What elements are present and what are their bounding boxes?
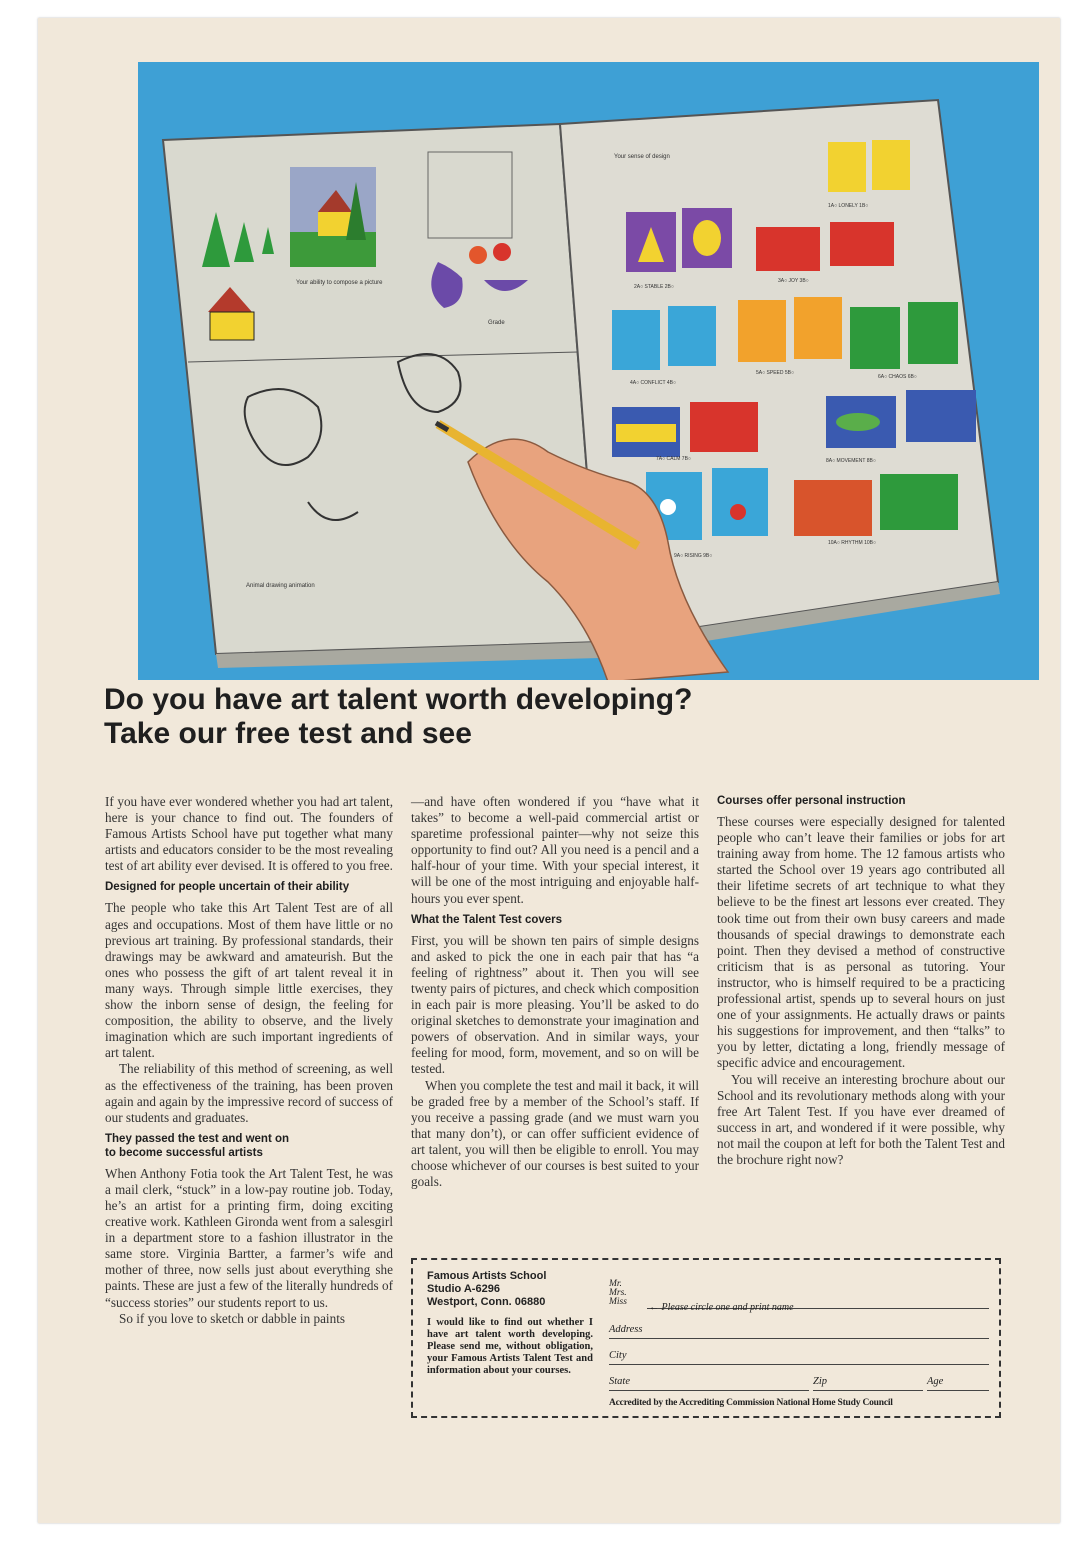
coupon-address-block [427,1270,593,1377]
state-field[interactable]: State [609,1376,809,1391]
chaos-label: 6A○ CHAOS 6B○ [878,374,917,380]
mail-in-coupon[interactable] [411,1258,1001,1418]
subhead-courses: Courses offer personal instruction [717,795,906,807]
subhead-test-covers: What the Talent Test covers [411,913,563,926]
joy-label: 3A○ JOY 3B○ [778,278,809,284]
column-2 [411,794,699,1190]
paragraph-reliability: The reliability of this method of screening, as well as the effectiveness of the training, has been proven again and again by the impressive record of success of our students and graduates. [105,1061,393,1125]
design-label: Your sense of design [614,154,670,160]
headline-line2: Take our free test and see [104,717,472,750]
movement-label: 8A○ MOVEMENT 8B○ [826,458,876,464]
age-field[interactable]: Age [927,1376,989,1391]
circle-note: ← Please circle one and print name [649,1302,794,1313]
calm-label: 7A○ CALM 7B○ [656,456,691,462]
grade-label: Grade [488,320,505,326]
headline-line1: Do you have art talent worth developing? [104,683,693,716]
stable-label: 2A○ STABLE 2B○ [634,284,674,290]
coupon-message: I would like to find out whether I have art talent worth developing. Please send me, without obligation, your Famous Artists Talent Test and information about your courses. [427,1317,593,1376]
compose-label: Your ability to compose a picture [296,280,383,286]
column-3 [717,794,1005,1168]
coupon-studio: Studio A-6296 [427,1283,500,1295]
intro-paragraph: If you have ever wondered whether you had art talent, here is your chance to find out. The founders of Famous Artists School have put together what many artists and educators consider to be the most revealing test of art ability ever devised. It is offered to you free. [105,794,393,874]
coupon-school-name: Famous Artists School [427,1270,547,1282]
paragraph-brochure: You will receive an interesting brochure about our School and its revolutionary methods along with your free Art Talent Test. If you have ever dreamed of success in art, and wondered if it were possible, why not mail the coupon at left for both the Talent Test and the brochure right now? [717,1071,1005,1167]
paragraph-test-content: First, you will be shown ten pairs of simple designs and asked to pick the one in each pair that has “a feeling of rightness” about it. Then you will see twenty pairs of pictures, and check which composition in each pair is more pleasing. You’ll be asked to do original sketches to demonstrate your imagination and powers of observation. And in similar ways, your feeling for mood, form, movement, and so on will be tested. [411,932,699,1077]
paragraph-sketch: So if you love to sketch or dabble in paints [119,1310,345,1326]
headline [104,683,864,751]
subhead-successful: They passed the test and went on to become successful artists [105,1132,290,1159]
open-workbook-drawing [138,62,1039,680]
paragraph-grading: When you complete the test and mail it back, it will be graded free by a member of the School’s staff. If you receive a passing grade (and we must warn you that many don’t), or can offer sufficient evidence of art talent, you will then be eligible to enroll. You may choose whichever of our courses is best suited to your goals. [411,1077,699,1190]
talent-test-illustration [138,62,1039,680]
title-options[interactable]: Mr. Mrs. Miss [609,1279,627,1307]
zip-field[interactable]: Zip [813,1376,923,1391]
rhythm-label: 10A○ RHYTHM 10B○ [828,540,876,546]
accreditation-note: Accredited by the Accrediting Commission National Home Study Council [609,1398,893,1408]
paragraph-success-stories: When Anthony Fotia took the Art Talent Test, he was a mail clerk, “stuck” in a low-pay routine job. Today, he’s an artist for a printing firm, doing exciting creative work. Kathleen Gironda went from a salesgirl in a department store to a fashion illustrator in the same store. Virginia Bartter, a farmer’s wife and mother of three, now sells just about everything she paints. These are just a few of the literally hundreds of “success stories” our students report to us. [105,1165,393,1310]
address-field[interactable]: Address [609,1324,989,1339]
subhead-uncertain: Designed for people uncertain of their ability [105,881,350,894]
coupon-city-state: Westport, Conn. 06880 [427,1296,546,1308]
animal-label: Animal drawing animation [246,583,315,589]
rising-label: 9A○ RISING 9B○ [674,553,713,559]
paragraph-continued: —and have often wondered if you “have what it takes” to become a well-paid commercial artist or sparetime professional painter—why not seize this opportunity to find out? All you need is a pencil and a half-hour of your time. With your special interest, it will be one of the most intriguing and enjoyable half-hours you ever spent. [411,794,699,906]
speed-label: 5A○ SPEED 5B○ [756,370,795,376]
paragraph-courses: These courses were especially designed for talented people who can’t leave their families or jobs for art training away from home. The 12 famous artists who started the School over 19 years ago contributed all their lifetime secrets of art technique to what they believe to be the finest art lessons ever created. They took time out from their own busy careers and made thousands of special drawings to demonstrate each point. Then they devised a method of constructive criticism that is as personal as tutoring. Your instructor, who is himself required to be a practicing professional artist, spends up to several hours on just one of your assignments. He actually draws or paints his suggestions for improvement, and then “talks” to you by letter, dictating a long, friendly message of specific advice and encouragement. [717,814,1005,1071]
left-page [163,124,600,654]
paragraph-people: The people who take this Art Talent Test are of all ages and occupations. Most of them have little or no previous art training. By professional standards, their drawings may be awkward and amateurish. But the ones who possess the gift of art talent reveal it in many ways. Through simple little exercises, they show the inborn sense of design, the feeling for composition, the ability to observe, and the lively imagination which are such important ingredients of art talent. [105,900,393,1061]
lonely-label: 1A○ LONELY 1B○ [828,203,869,209]
column-1 [105,794,393,1327]
conflict-label: 4A○ CONFLICT 4B○ [630,380,676,386]
city-field[interactable]: City [609,1350,989,1365]
